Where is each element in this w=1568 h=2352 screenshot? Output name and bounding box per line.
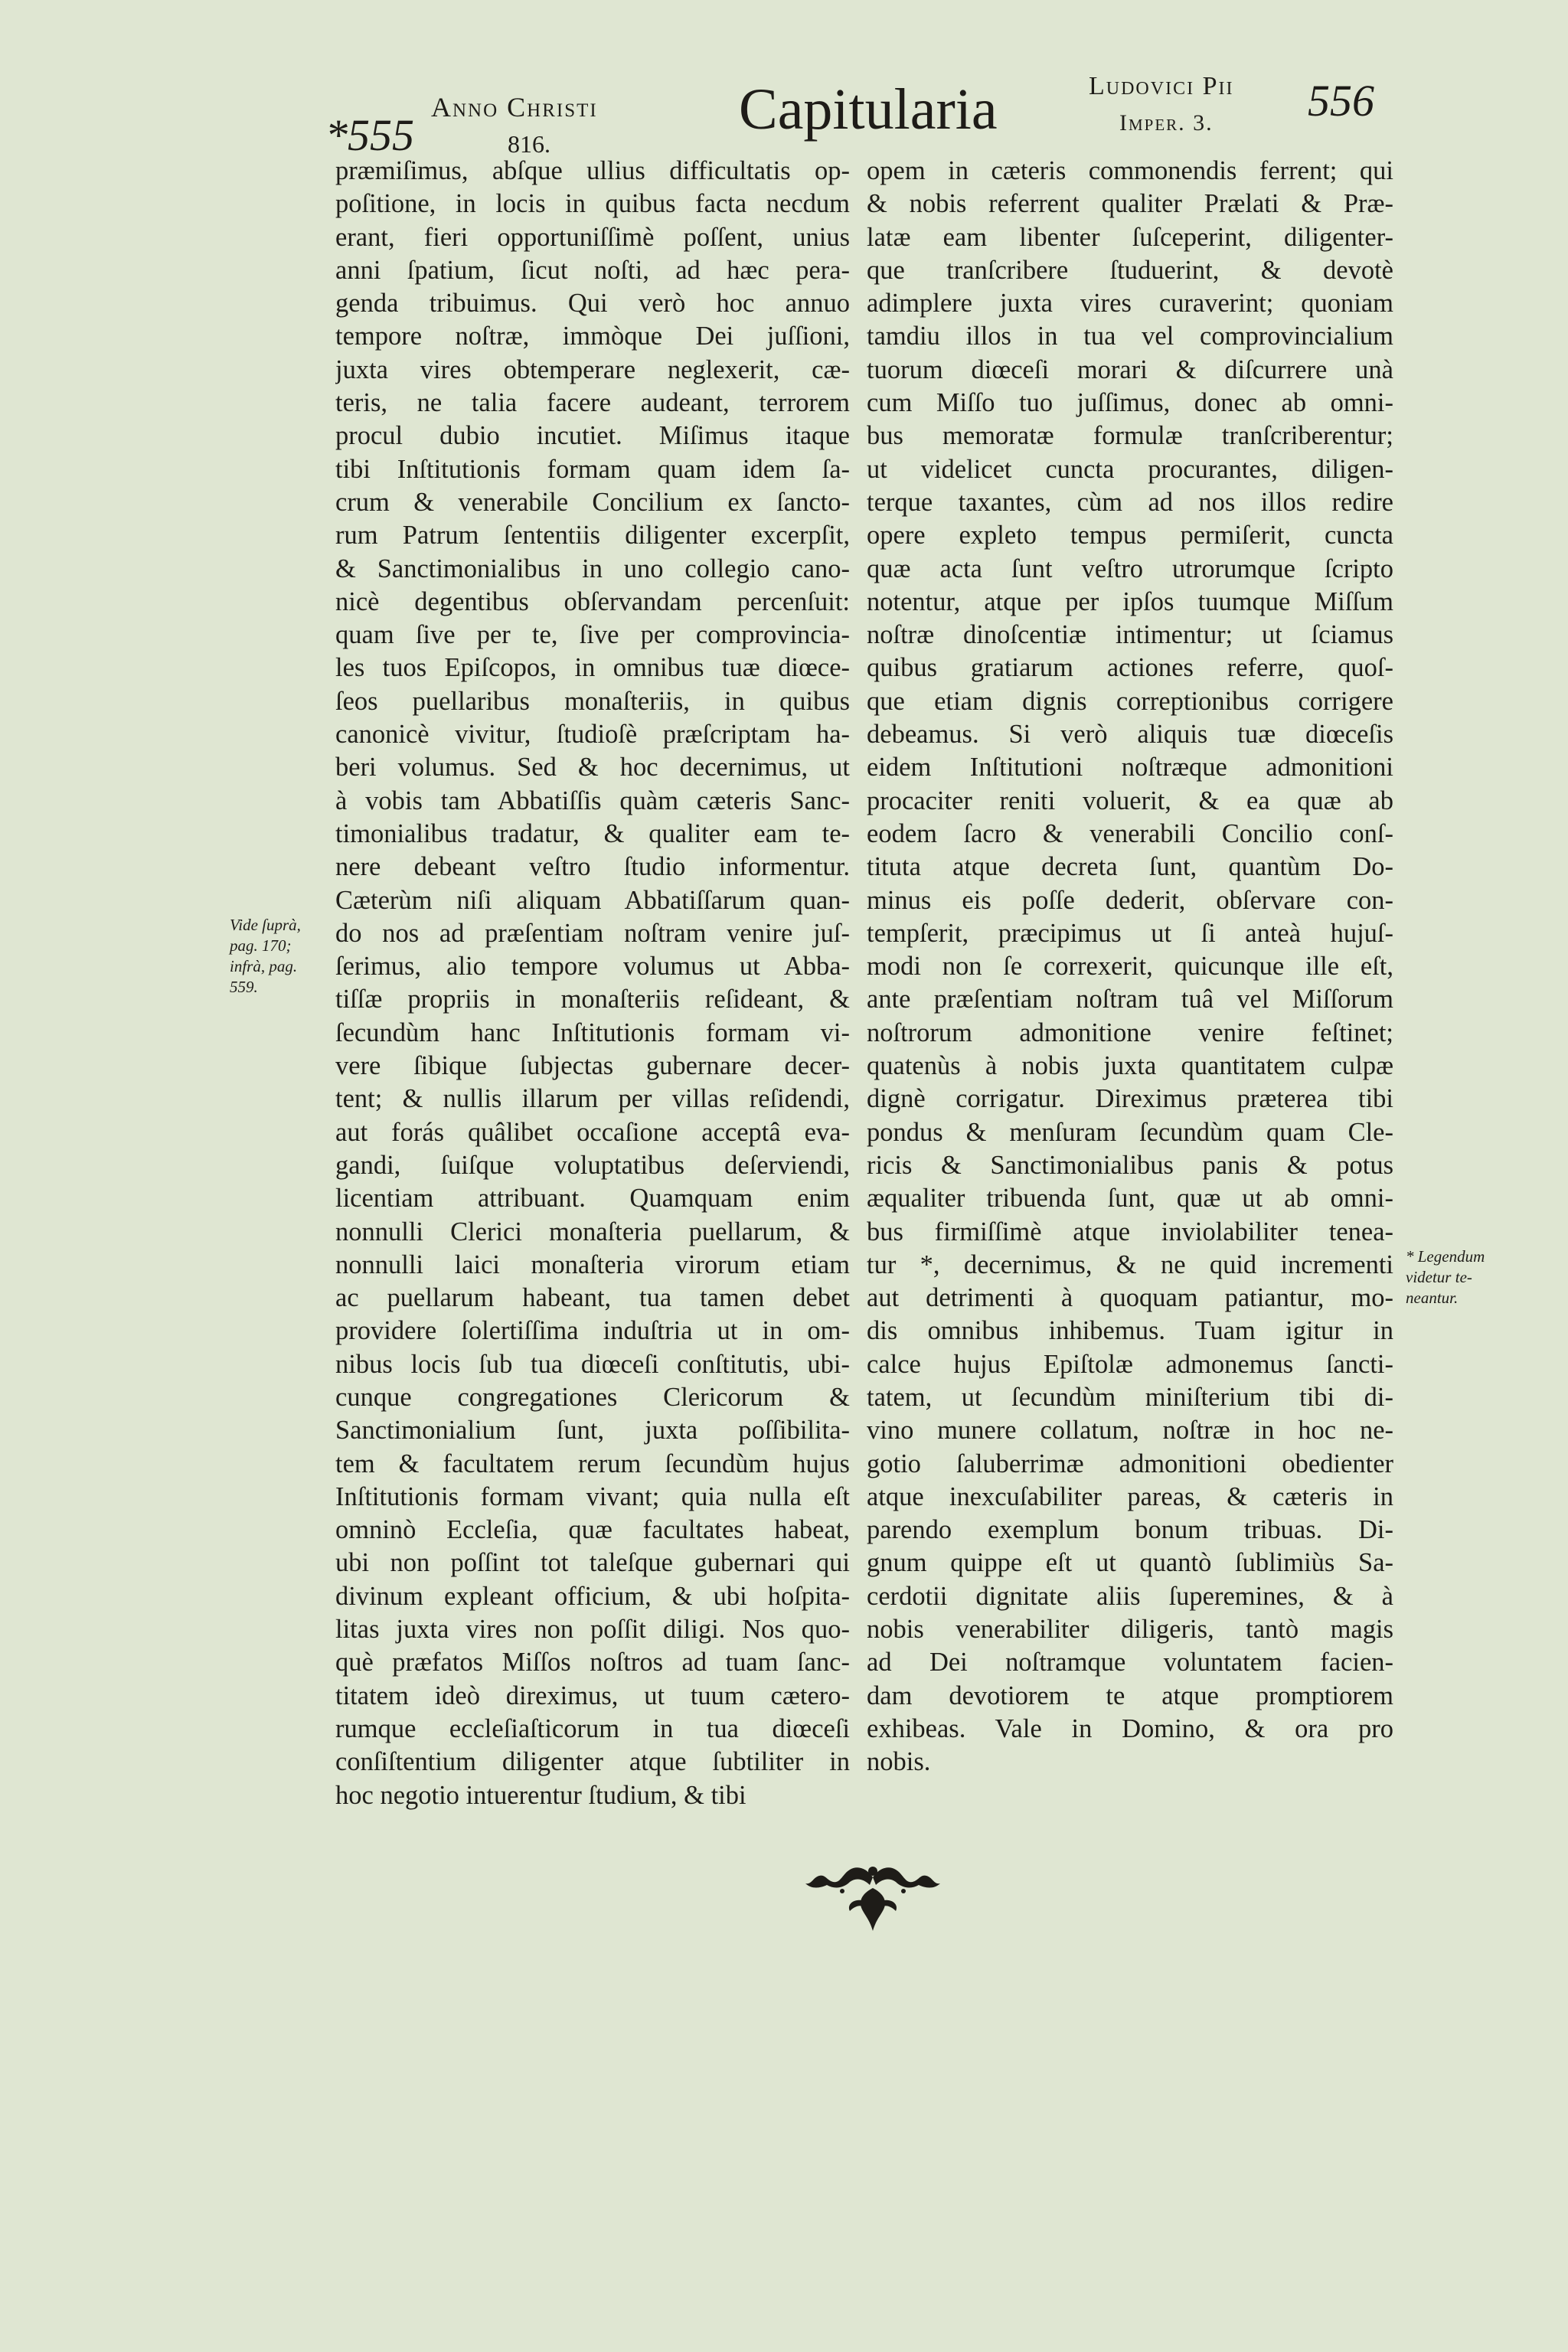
page-title: Capitularia — [739, 77, 998, 142]
text-line: modi non ſe correxerit, quicunque ille eſt, — [867, 952, 1393, 982]
text-line: tent; & nullis illarum per villas reſidendi, — [335, 1084, 850, 1114]
text-line: dis omnibus inhibemus. Tuam igitur in — [867, 1316, 1393, 1346]
text-line: parendo exemplum bonum tribuas. Di- — [867, 1515, 1393, 1545]
text-line: æqualiter tribuenda ſunt, quæ ut ab omni- — [867, 1184, 1393, 1214]
text-line: quæ acta ſunt veſtro utrorumque ſcripto — [867, 554, 1393, 583]
text-line: què præfatos Miſſos noſtros ad tuam ſanc- — [335, 1648, 850, 1677]
margin-note-left — [230, 915, 328, 998]
text-line: opem in cæteris commonendis ferrent; qui — [867, 156, 1393, 185]
text-line: cunque congregationes Clericorum & — [335, 1382, 850, 1412]
text-line: gnum quippe eſt ut quantò ſublimiùs Sa- — [867, 1548, 1393, 1578]
text-line: omninò Eccleſia, quæ facultates habeat, — [335, 1515, 850, 1545]
page-number-right: 556 — [1308, 76, 1374, 126]
margin-note-line: infrà, pag. — [230, 957, 298, 975]
text-line: eodem ſacro & venerabili Concilio conſ- — [867, 818, 1393, 848]
text-line: Inſtitutionis formam vivant; quia nulla eſt — [335, 1481, 850, 1511]
text-line: bus memoratæ formulæ tranſcriberentur; — [867, 421, 1393, 451]
text-line: procul dubio incutiet. Miſimus itaque — [335, 421, 850, 451]
text-line: procaciter reniti voluerit, & ea quæ ab — [867, 786, 1393, 815]
text-line: ubi non poſſint tot taleſque gubernari qui — [335, 1548, 850, 1578]
text-line: exhibeas. Vale in Domino, & ora pro — [867, 1713, 1393, 1743]
running-head-anno: Anno Christi — [431, 92, 598, 122]
text-line: ricis & Sanctimonialibus panis & potus — [867, 1150, 1393, 1180]
text-line: titatem ideò direximus, ut tuum cætero- — [335, 1681, 850, 1710]
text-line: do nos ad præſentiam noſtram venire juſ- — [335, 918, 850, 948]
text-line: tempore noſtræ, immòque Dei juſſioni, — [335, 322, 850, 351]
text-line: eidem Inſtitutioni noſtræque admonitioni — [867, 753, 1393, 782]
text-line: tatem, ut ſecundùm miniſterium tibi di- — [867, 1382, 1393, 1412]
text-line: noſtrorum admonitione venire feſtinet; — [867, 1018, 1393, 1047]
text-line: aut forás quâlibet occaſione acceptâ eva- — [335, 1117, 850, 1147]
text-line: nere debeant veſtro ſtudio informentur. — [335, 852, 850, 882]
running-head-ludovici: Ludovici Pii — [1089, 72, 1234, 100]
text-line: præmiſimus, abſque ullius difficultatis op- — [335, 156, 850, 185]
text-line: ſecundùm hanc Inſtitutionis formam vi- — [335, 1018, 850, 1047]
text-line: quatenùs à nobis juxta quantitatem culpæ — [867, 1051, 1393, 1081]
text-line: quibus gratiarum actiones referre, quoſ- — [867, 653, 1393, 683]
running-head-imper: Imper. 3. — [1119, 110, 1214, 136]
text-line: providere ſolertiſſima induſtria ut in om- — [335, 1316, 850, 1346]
text-line: ad Dei noſtramque voluntatem facien- — [867, 1648, 1393, 1677]
text-line: poſitione, in locis in quibus facta necdum — [335, 189, 850, 219]
margin-note-right — [1406, 1246, 1505, 1308]
text-line: & Sanctimonialibus in uno collegio cano- — [335, 554, 850, 583]
text-line: cerdotii dignitate aliis ſuperemines, & à — [867, 1581, 1393, 1611]
margin-note-line: Vide ſuprà, — [230, 916, 301, 934]
text-line: tur *, decernimus, & ne quid incrementi — [867, 1250, 1393, 1279]
text-line: nobis venerabiliter diligeris, tantò magis — [867, 1615, 1393, 1645]
text-line: cum Miſſo tuo juſſimus, donec ab omni- — [867, 388, 1393, 418]
text-line: latæ eam libenter ſuſceperint, diligenter- — [867, 222, 1393, 252]
text-line: notentur, atque per ipſos tuumque Miſſum — [867, 586, 1393, 616]
text-line: atque inexcuſabiliter pareas, & cæteris in — [867, 1481, 1393, 1511]
text-line: timonialibus tradatur, & qualiter eam te- — [335, 818, 850, 848]
text-line: nibus locis ſub tua diœceſi conſtitutis, ubi- — [335, 1349, 850, 1379]
text-line: ut videlicet cuncta procurantes, diligen- — [867, 454, 1393, 484]
margin-note-line: * Legendum — [1406, 1247, 1485, 1266]
text-line: calce hujus Epiſtolæ admonemus ſancti- — [867, 1349, 1393, 1379]
margin-note-line: videtur te- — [1406, 1268, 1472, 1286]
text-line: nicè degentibus obſervandam percenſuit: — [335, 586, 850, 616]
text-line: teris, ne talia facere audeant, terrorem — [335, 388, 850, 418]
text-line: à vobis tam Abbatiſſis quàm cæteris Sanc- — [335, 786, 850, 815]
text-line: pondus & menſuram ſecundùm quam Cle- — [867, 1117, 1393, 1147]
text-line: rumque eccleſiaſticorum in tua diœceſi — [335, 1713, 850, 1743]
text-line: licentiam attribuant. Quamquam enim — [335, 1184, 850, 1214]
text-column-left — [335, 155, 850, 1812]
text-line: litas juxta vires non poſſit diligi. Nos quo- — [335, 1615, 850, 1645]
text-line: tituta atque decreta ſunt, quantùm Do- — [867, 852, 1393, 882]
text-line: rum Patrum ſententiis diligenter excerpſit, — [335, 521, 850, 550]
text-line: nonnulli Clerici monaſteria puellarum, & — [335, 1217, 850, 1246]
running-head-year: 816. — [508, 130, 550, 158]
text-line: genda tribuimus. Qui verò hoc annuo — [335, 289, 850, 318]
text-line: les tuos Epiſcopos, in omnibus tuæ diœce- — [335, 653, 850, 683]
text-line: vino munere collatum, noſtræ in hoc ne- — [867, 1416, 1393, 1446]
text-line: & nobis referrent qualiter Prælati & Præ- — [867, 189, 1393, 219]
text-line: gandi, ſuiſque voluptatibus deſerviendi, — [335, 1150, 850, 1180]
text-line: hoc negotio intuerentur ſtudium, & tibi — [335, 1780, 746, 1810]
margin-note-line: 559. — [230, 978, 258, 996]
text-line: anni ſpatium, ſicut noſti, ad hæc pera- — [335, 255, 850, 285]
text-line: bus firmiſſimè atque inviolabiliter tenea- — [867, 1217, 1393, 1246]
text-line: ſerimus, alio tempore volumus ut Abba- — [335, 952, 850, 982]
text-column-right — [867, 155, 1393, 1779]
text-line: tem & facultatem rerum ſecundùm hujus — [335, 1449, 850, 1478]
margin-note-line: neantur. — [1406, 1289, 1459, 1307]
page-number-left: *555 — [325, 110, 414, 160]
text-line: tempſerit, præcipimus ut ſi anteà hujuſ- — [867, 918, 1393, 948]
margin-note-line: pag. 170; — [230, 936, 292, 955]
text-line: tamdiu illos in tua vel comprovincialium — [867, 322, 1393, 351]
text-line: gotio ſaluberrimæ admonitioni obedienter — [867, 1449, 1393, 1478]
text-line: conſiſtentium diligenter atque ſubtiliter in — [335, 1747, 850, 1777]
text-line: tibi Inſtitutionis formam quam idem ſa- — [335, 454, 850, 484]
text-line: Cæterùm niſi aliquam Abbatiſſarum quan- — [335, 885, 850, 915]
text-line: crum & venerabile Concilium ex ſancto- — [335, 487, 850, 517]
text-line: tuorum diœceſi morari & diſcurrere unà — [867, 354, 1393, 384]
text-line: nonnulli laici monaſteria virorum etiam — [335, 1250, 850, 1279]
text-line: vere ſibique ſubjectas gubernare decer- — [335, 1051, 850, 1081]
text-line: beri volumus. Sed & hoc decernimus, ut — [335, 753, 850, 782]
text-line: dignè corrigatur. Direximus præterea tibi — [867, 1084, 1393, 1114]
fleuron-ornament-icon — [796, 1854, 949, 1939]
text-line: minus eis poſſe dederit, obſervare con- — [867, 885, 1393, 915]
text-line: tiſſæ propriis in monaſteriis reſideant, & — [335, 985, 850, 1014]
text-line: Sanctimonialium ſunt, juxta poſſibilita- — [335, 1416, 850, 1446]
text-line: ante præſentiam noſtram tuâ vel Miſſorum — [867, 985, 1393, 1014]
text-line: quam ſive per te, ſive per comprovincia- — [335, 620, 850, 650]
text-line: que tranſcribere ſtuduerint, & devotè — [867, 255, 1393, 285]
text-line: noſtræ dinoſcentiæ intimentur; ut ſciamus — [867, 620, 1393, 650]
text-line: canonicè vivitur, ſtudioſè præſcriptam ha- — [335, 720, 850, 750]
text-line: ſeos puellaribus monaſteriis, in quibus — [335, 686, 850, 716]
text-line: dam devotiorem te atque promptiorem — [867, 1681, 1393, 1710]
text-line: divinum expleant officium, & ubi hoſpita- — [335, 1581, 850, 1611]
text-line: aut detrimenti à quoquam patiantur, mo- — [867, 1283, 1393, 1313]
text-line: terque taxantes, cùm ad nos illos redire — [867, 487, 1393, 517]
text-line: adimplere juxta vires curaverint; quoniam — [867, 289, 1393, 318]
text-line: erant, fieri opportuniſſimè poſſent, unius — [335, 222, 850, 252]
text-line: debeamus. Si verò aliquis tuæ diœceſis — [867, 720, 1393, 750]
text-line: juxta vires obtemperare neglexerit, cæ- — [335, 354, 850, 384]
text-line: ac puellarum habeant, tua tamen debet — [335, 1283, 850, 1313]
text-line: nobis. — [867, 1747, 931, 1777]
text-line: que etiam dignis correptionibus corrigere — [867, 686, 1393, 716]
text-line: opere expleto tempus permiſerit, cuncta — [867, 521, 1393, 550]
